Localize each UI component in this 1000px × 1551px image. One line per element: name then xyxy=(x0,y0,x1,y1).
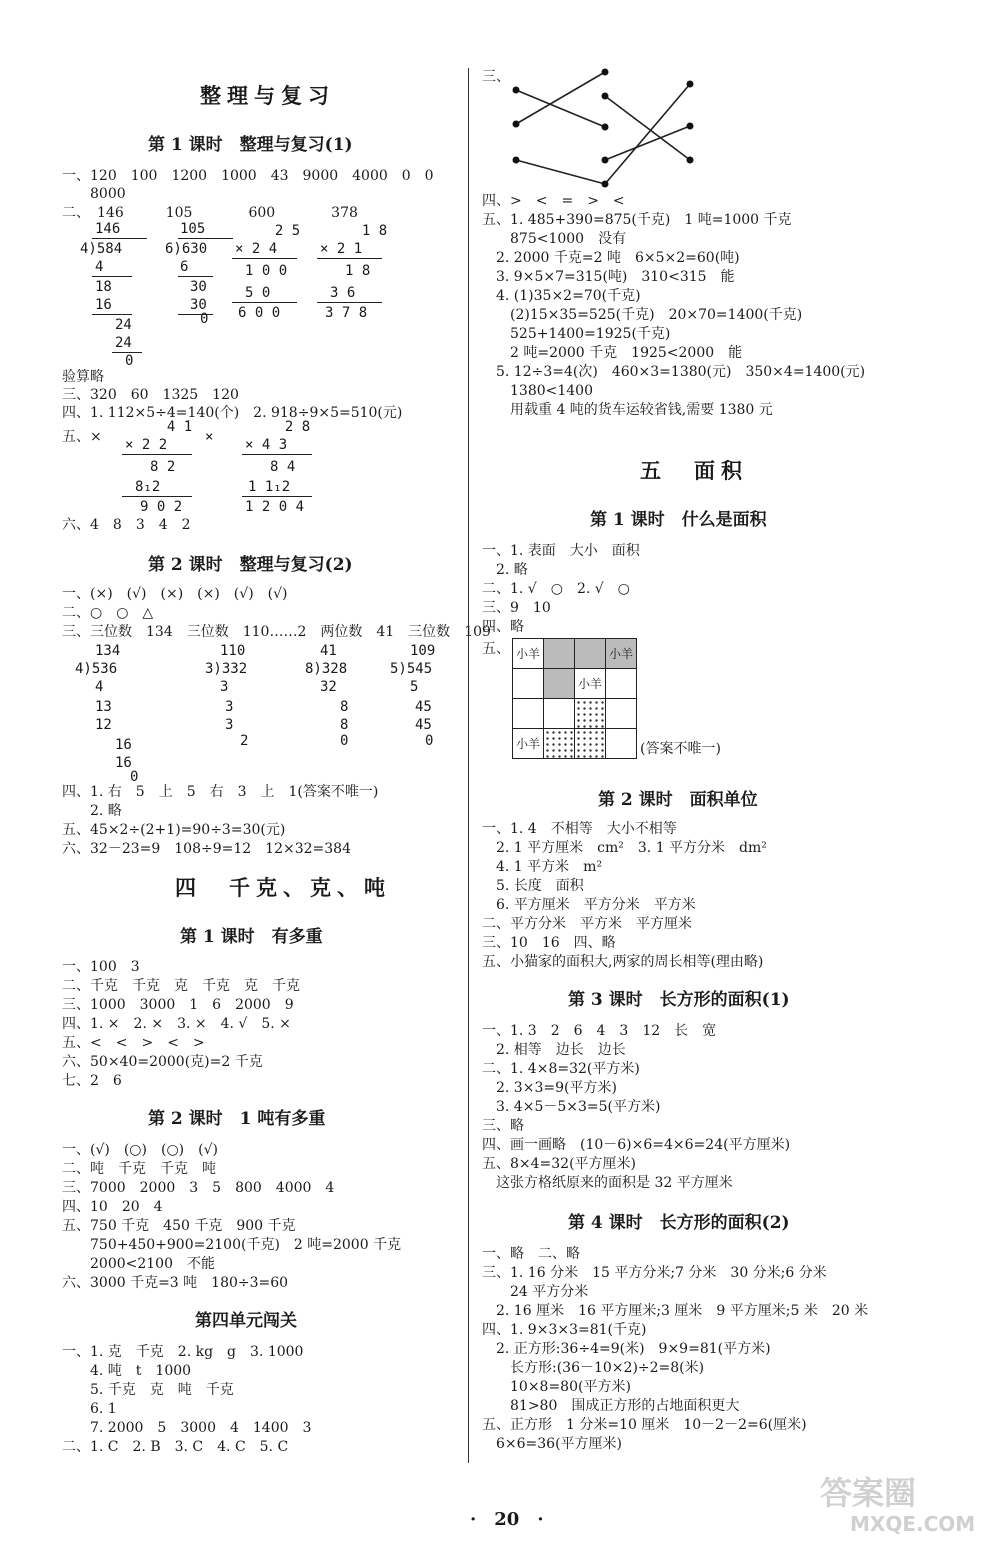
l1-q6: 六、4 8 3 4 2 xyxy=(62,517,191,533)
answer-line: 1380<1400 xyxy=(482,383,593,399)
l2-q4: 四、1. 右 5 上 5 右 3 上 1(答案不唯一) xyxy=(62,784,379,800)
answer-line: 五、1. 485+390=875(千克) 1 吨=1000 千克 xyxy=(482,212,792,228)
answer-line: 二、平方分米 平方米 平方厘米 xyxy=(482,916,692,932)
sheep-area-grid xyxy=(512,638,637,759)
u5-lesson3-title: 第 3 课时 长方形的面积(1) xyxy=(568,990,790,1010)
answer-line: 一、(√) (○) (○) (√) xyxy=(62,1142,218,1158)
answer-line: 5. 千克 克 吨 千克 xyxy=(62,1382,234,1398)
answer-line: 四、1. × 2. × 3. × 4. √ 5. × xyxy=(62,1016,291,1032)
answer-line: 三、1000 3000 1 6 2000 9 xyxy=(62,997,294,1013)
answer-line: 875<1000 没有 xyxy=(482,231,627,247)
answer-line: 三、10 16 四、略 xyxy=(482,935,616,951)
u5-lesson4-title: 第 4 课时 长方形的面积(2) xyxy=(568,1213,790,1233)
answer-line: 二、吨 千克 千克 吨 xyxy=(62,1161,216,1177)
answer-line: 四、10 20 4 xyxy=(62,1199,163,1215)
answer-line: 一、1. 4 不相等 大小不相等 xyxy=(482,821,677,837)
answer-line: 81>80 围成正方形的占地面积更大 xyxy=(482,1398,740,1414)
u4-lesson2-title: 第 2 课时 1 吨有多重 xyxy=(148,1109,326,1129)
answer-line: 四、略 xyxy=(482,619,524,635)
answer-line: 三、1. 16 分米 15 平方分米;7 分米 30 分米;6 分米 xyxy=(482,1265,827,1281)
answer-line: 三、略 xyxy=(482,1118,524,1134)
answer-line: 2. 正方形:36÷4=9(米) 9×9=81(平方米) xyxy=(482,1341,771,1357)
answer-line: (2)15×35=525(千克) 20×70=1400(千克) xyxy=(482,307,803,323)
answer-line: 一、1. 3 2 6 4 3 12 长 宽 xyxy=(482,1023,717,1039)
l1-q1b: 8000 xyxy=(90,186,126,202)
answer-line: 长方形:(36－10×2)÷2=8(米) xyxy=(482,1360,705,1376)
l2-q1: 一、(×) (√) (×) (×) (√) (√) xyxy=(62,586,288,602)
answer-line: 6. 1 xyxy=(62,1401,117,1417)
answer-line: 五、正方形 1 分米=10 厘米 10－2－2=6(厘米) xyxy=(482,1417,807,1433)
l1-q4: 四、1. 112×5÷4=140(个) 2. 918÷9×5=510(元) xyxy=(62,405,403,421)
l2-q3: 三、三位数 134 三位数 110……2 两位数 41 三位数 109 xyxy=(62,624,491,640)
l1-q2-heads: 二、 146 105 600 378 xyxy=(62,205,358,221)
answer-line: 三、7000 2000 3 5 800 4000 4 xyxy=(62,1180,335,1196)
answer-line: 一、1. 表面 大小 面积 xyxy=(482,543,640,559)
answer-line: 二、1. C 2. B 3. C 4. C 5. C xyxy=(62,1439,289,1455)
answer-line: 2. 2000 千克=2 吨 6×5×2=60(吨) xyxy=(482,250,740,266)
answer-line: 2. 略 xyxy=(482,562,528,578)
answer-line: 5. 12÷3=4(次) 460×3=1380(元) 350×4=1400(元) xyxy=(482,364,866,380)
answer-line: 五、 xyxy=(482,641,510,657)
answer-line: 四、1. 9×3×3=81(千克) xyxy=(482,1322,647,1338)
l2-q5: 五、45×2÷(2+1)=90÷3=30(元) xyxy=(62,822,286,838)
grid-cell-label: 小羊 xyxy=(575,669,606,699)
answer-line: 二、千克 千克 克 千克 克 千克 xyxy=(62,978,300,994)
answer-line: 四、> < = > < xyxy=(482,193,625,209)
r-q3-label: 三、 xyxy=(482,69,510,85)
answer-line: 2 吨=2000 千克 1925<2000 能 xyxy=(482,345,743,361)
answer-line: 四、画一画略 (10－6)×6=4×6=24(平方厘米) xyxy=(482,1137,791,1153)
grid-cell-label: 小羊 xyxy=(513,729,544,759)
answer-line: 一、1. 克 千克 2. kg g 3. 1000 xyxy=(62,1344,304,1360)
answer-line: 7. 2000 5 3000 4 1400 3 xyxy=(62,1420,312,1436)
u5-lesson1-title: 第 1 课时 什么是面积 xyxy=(590,510,767,530)
column-divider xyxy=(468,68,469,1463)
answer-line: 750+450+900=2100(千克) 2 吨=2000 千克 xyxy=(62,1237,402,1253)
l2-q6: 六、32－23=9 108÷9=12 12×32=384 xyxy=(62,841,351,857)
unit5-title: 五 面积 xyxy=(640,458,748,483)
l2-q2: 二、○ ○ △ xyxy=(62,605,154,621)
answer-line: 五、小猫家的面积大,两家的周长相等(理由略) xyxy=(482,954,764,970)
unit4-title: 四 千克、克、吨 xyxy=(175,875,391,900)
answer-line: 二、1. 4×8=32(平方米) xyxy=(482,1061,640,1077)
answer-line: 6×6=36(平方厘米) xyxy=(482,1436,623,1452)
answer-line: 2. 1 平方厘米 cm² 3. 1 平方分米 dm² xyxy=(482,840,767,856)
answer-line: 4. 1 平方米 m² xyxy=(482,859,603,875)
answer-line: 六、50×40=2000(克)=2 千克 xyxy=(62,1054,263,1070)
answer-line: 10×8=80(平方米) xyxy=(482,1379,631,1395)
answer-line: 2. 相等 边长 边长 xyxy=(482,1042,626,1058)
answer-line: 三、9 10 xyxy=(482,600,551,616)
answer-line: 6. 平方厘米 平方分米 平方米 xyxy=(482,897,696,913)
answer-line: 二、1. √ ○ 2. √ ○ xyxy=(482,581,630,597)
u4-test-title: 第四单元闯关 xyxy=(195,1311,297,1331)
answer-line: 用载重 4 吨的货车运较省钱,需要 1380 元 xyxy=(482,402,773,418)
answer-line: 这张方格纸原来的面积是 32 平方厘米 xyxy=(482,1175,733,1191)
answer-line: 3. 9×5×7=315(吨) 310<315 能 xyxy=(482,269,735,285)
answer-line: 一、100 3 xyxy=(62,959,140,975)
lesson2-title: 第 2 课时 整理与复习(2) xyxy=(148,555,353,575)
answer-line: 2. 16 厘米 16 平方厘米;3 厘米 9 平方厘米;5 米 20 米 xyxy=(482,1303,869,1319)
watermark-logo: 答案圈 xyxy=(820,1474,917,1512)
lesson1-title: 第 1 课时 整理与复习(1) xyxy=(148,135,353,155)
watermark-url: MXQE.COM xyxy=(850,1512,976,1536)
answer-line: 24 平方分米 xyxy=(482,1284,589,1300)
section-title-review: 整理与复习 xyxy=(200,83,335,108)
answer-line: 六、3000 千克=3 吨 180÷3=60 xyxy=(62,1275,289,1291)
answer-line: 五、8×4=32(平方厘米) xyxy=(482,1156,637,1172)
u5-lesson2-title: 第 2 课时 面积单位 xyxy=(598,790,758,810)
answer-line: 七、2 6 xyxy=(62,1073,122,1089)
answer-line: 3. 4×5－5×3=5(平方米) xyxy=(482,1099,661,1115)
answer-line: 2. 3×3=9(平方米) xyxy=(482,1080,617,1096)
answer-line: 2000<2100 不能 xyxy=(62,1256,215,1272)
grid-cell-label: 小羊 xyxy=(513,639,544,669)
answer-line: 4. 吨 t 1000 xyxy=(62,1363,192,1379)
grid-cell-label: 小羊 xyxy=(606,639,637,669)
grid-note: (答案不唯一) xyxy=(640,741,721,757)
u4-lesson1-title: 第 1 课时 有多重 xyxy=(180,927,323,947)
answer-line: 五、750 千克 450 千克 900 千克 xyxy=(62,1218,296,1234)
answer-line: 525+1400=1925(千克) xyxy=(482,326,671,342)
page-number: · 20 · xyxy=(470,1509,544,1530)
answer-line: 五、< < > < > xyxy=(62,1035,205,1051)
l1-q1: 一、120 100 1200 1000 43 9000 4000 0 0 xyxy=(62,168,434,184)
matching-lines-diagram xyxy=(500,62,710,197)
answer-line: 5. 长度 面积 xyxy=(482,878,584,894)
answer-line: 一、略 二、略 xyxy=(482,1246,580,1262)
answer-line: 4. (1)35×2=70(千克) xyxy=(482,288,641,304)
l1-q5: 五、× xyxy=(62,429,102,445)
l1-q3: 三、320 60 1325 120 xyxy=(62,387,239,403)
l2-q4b: 2. 略 xyxy=(90,803,122,819)
l1-verify: 验算略 xyxy=(62,369,104,385)
